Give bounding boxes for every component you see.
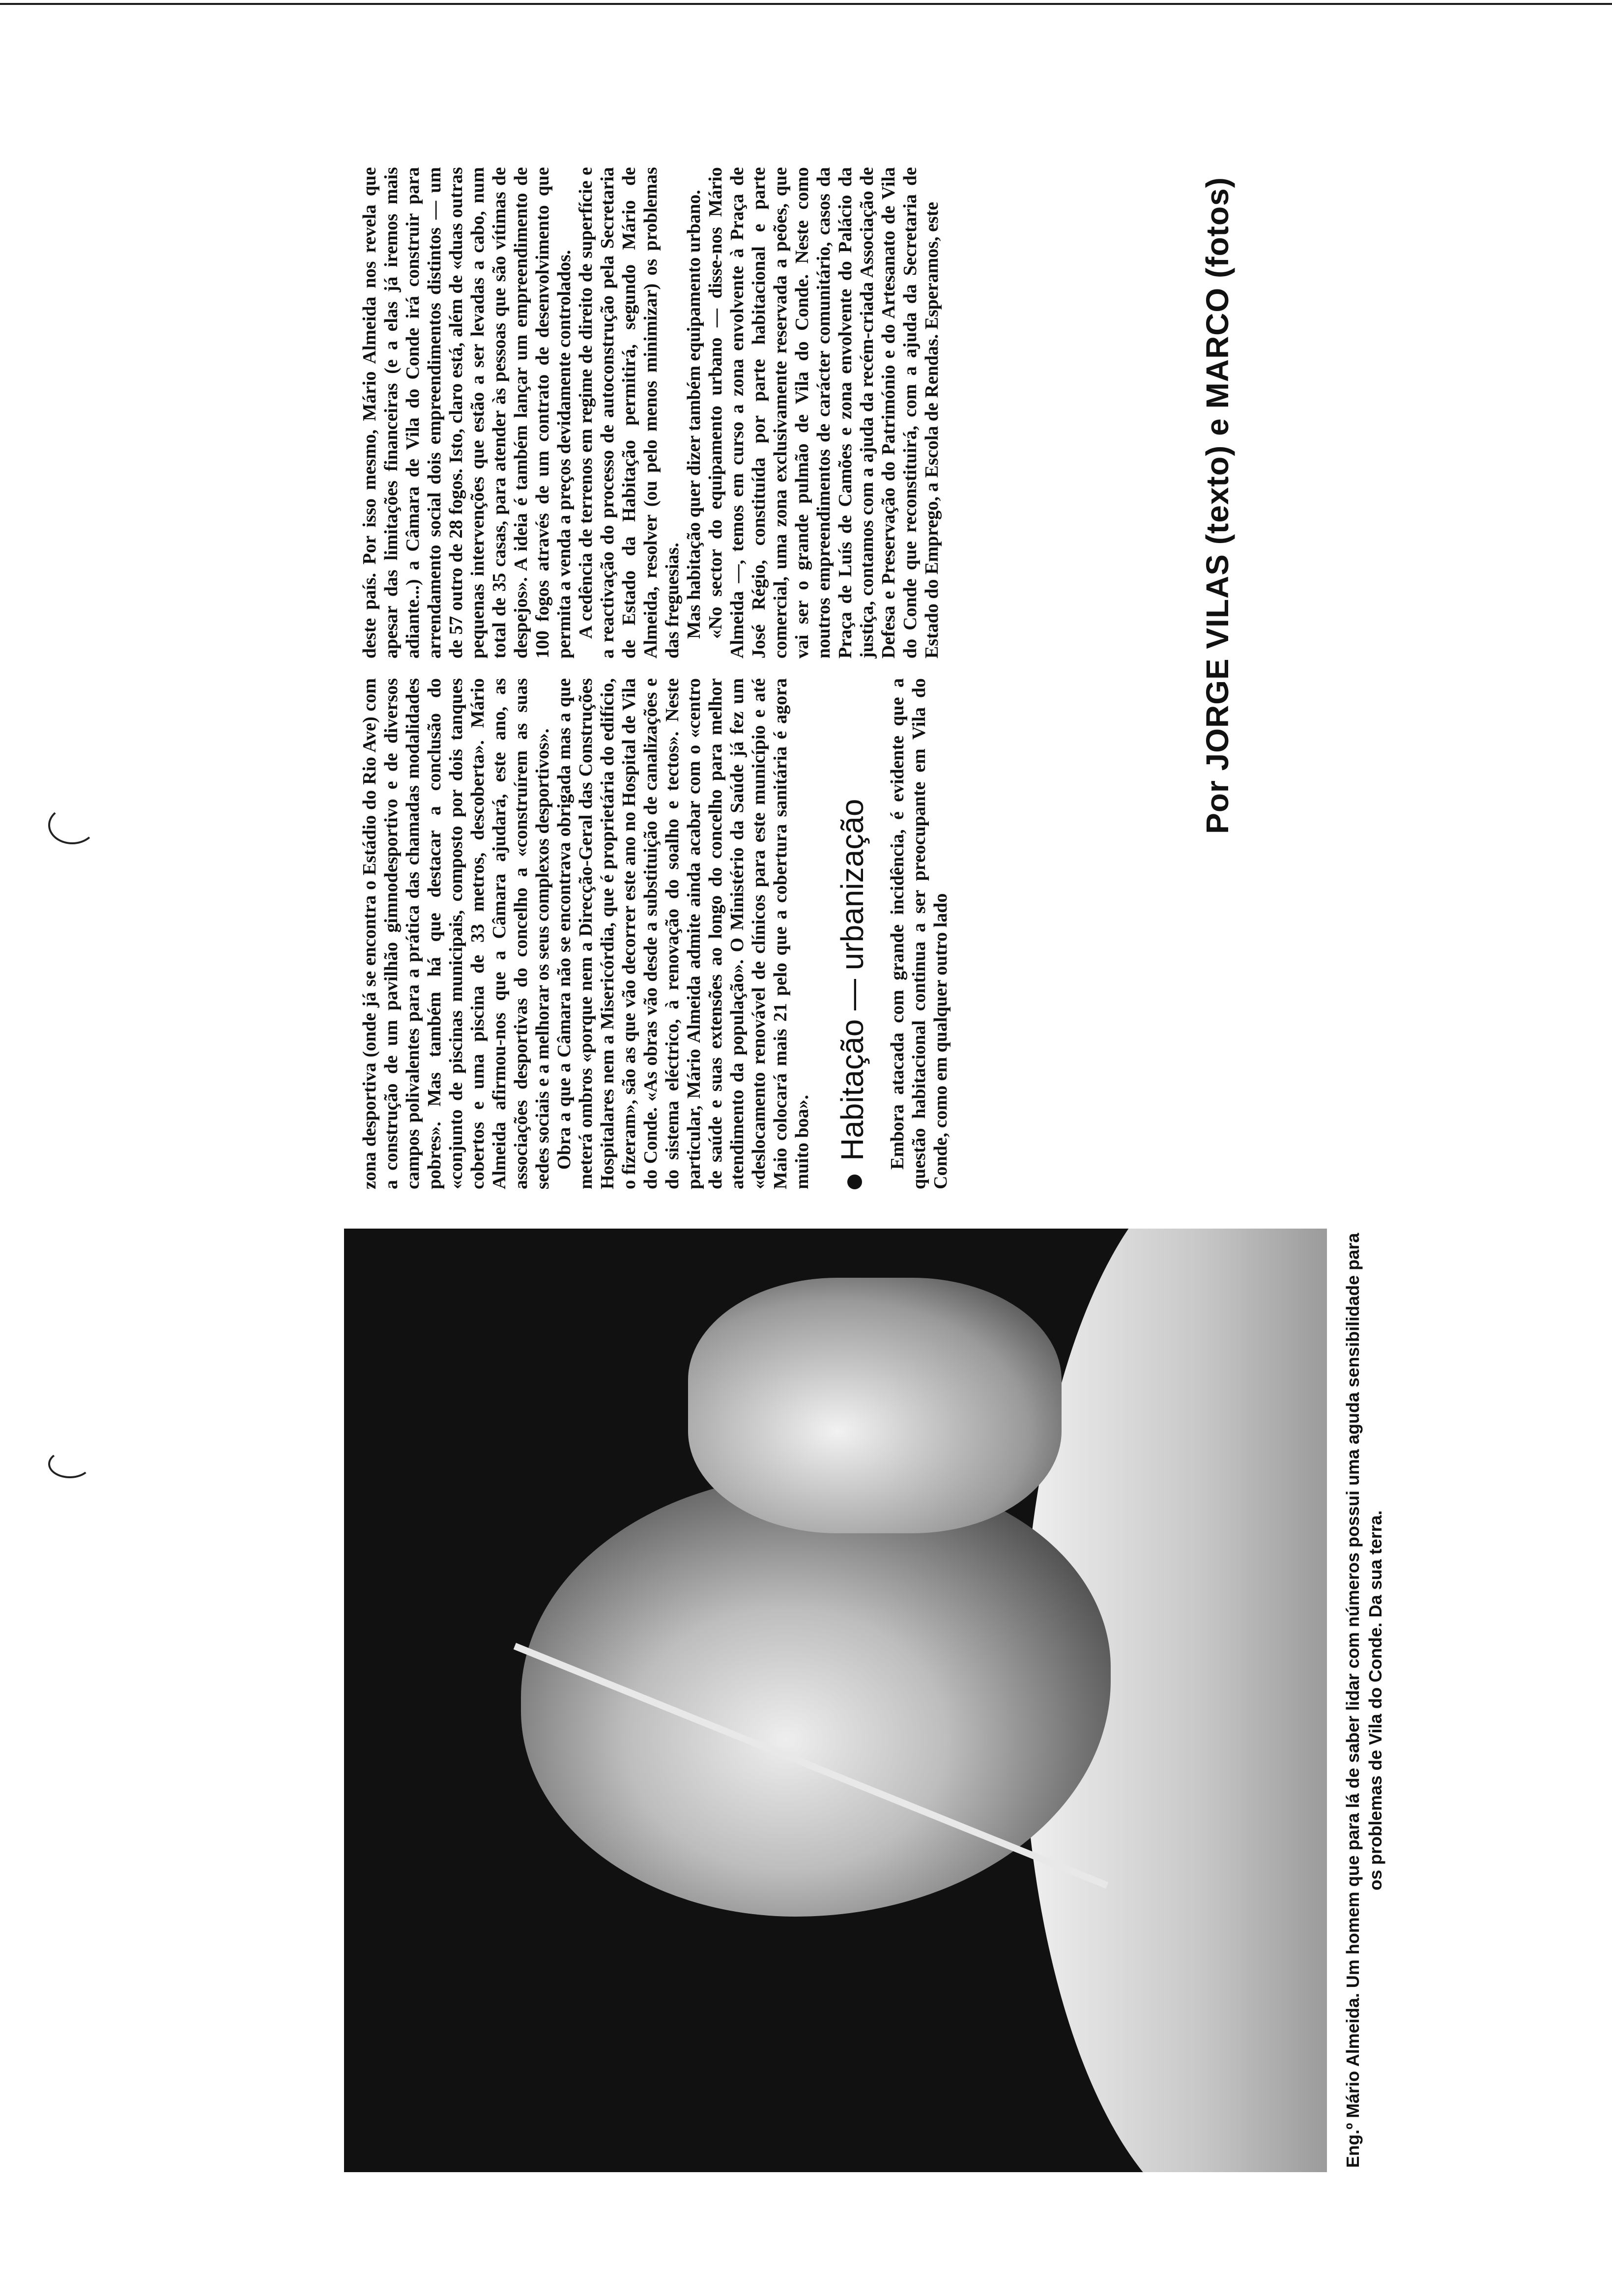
photo-caption: Eng.º Mário Almeida. Um homem que para lá de saber lidar com números possui uma aguda sensibilidade para os problemas de Vila do Conde. Da sua terra. <box>1343 1233 1385 2168</box>
scan-smudge <box>48 1450 91 1478</box>
byline: Por JORGE VILAS (texto) e MARCO (fotos) <box>1200 177 1235 834</box>
col2-paragraph-4: «No sector do equipamento urbano — disse-nos Mário Almeida —, temos em curso a zona envolvente à Praça de José Régio, constituída por parte habitacional e parte comercial, uma zona exclusivamente reservada a peões, que vai ser o grande pulmão de Vila do Conde. Neste como noutros empreendimentos de carácter comunitário, casos da Praça de Luís de Camões e zona envolvente do Palácio da justiça, contamos com a ajuda da recém-criada Associação de Defesa e Preservação do Património e do Artesanato de Vila do Conde que reconstituirá, com a ajuda da Secretaria de Estado do Emprego, a Escola de Rendas. Esperamos, este <box>705 167 942 659</box>
col1-paragraph-1: zona desportiva (onde já se encontra o Estádio do Rio Ave) com a construção de um pavilhão gimnodesportivo e de diversos campos polivalentes para a prática das chamadas modalidades pobres». Mas também há que destacar a conclusão do «conjunto de piscinas municipais, composto por dois tanques cobertos e uma piscina de 33 metros, descoberta». Mário Almeida afirmou-nos que a Câmara ajudará, este ano, as associações desportivas do concelho a «construírem as suas sedes sociais e a melhorar os seus complexos desportivos». <box>359 678 553 1189</box>
col2-paragraph-2: A cedência de terrenos em regime de direito de superfície e a reactivação do processo de autoconstrução pela Secretaria de Estado da Habitação permitirá, segundo Mário de Almeida, resolver (ou pelo menos minimizar) os problemas das freguesias. <box>576 167 683 659</box>
top-rule <box>0 3 1612 5</box>
col1-paragraph-2: Obra a que a Câmara não se encontrava obrigada mas a que meterá ombros «porque nem a Direcção-Geral das Construções Hospitalares nem a Misericórdia, que é proprietária do edifício, o fizeram», são as que vão decorrer este ano no Hospital de Vila do Conde. «As obras vão desde a substituição de canalizações e do sistema eléctrico, à renovação do soalho e tectos». Neste particular, Mário Almeida admite ainda acabar com o «centro de saúde e suas extensões ao longo do concelho para melhor atendimento da população». O Ministério da Saúde já fez um «deslocamento renovável de clínicos para este município e até Maio colocará mais 21 pelo que a cobertura sanitária é agora muito boa». <box>554 678 812 1189</box>
portrait-photo <box>344 1229 1327 2172</box>
col2-paragraph-3: Mas habitação quer dizer também equipamento urbano. <box>684 190 704 639</box>
col2-paragraph-1: deste país. Por isso mesmo, Mário Almeida nos revela que apesar das limitações financeiras (e a elas já iremos mais adiante...) a Câmara de Vila do Conde irá construir para arrendamento social dois empreendimentos distintos — um de 57 outro de 28 fogos. Isto, claro está, além de «duas outras pequenas intervenções que estão a ser levadas a cabo, num total de 35 casas, para atender às pessoas que são vítimas de despejos». A ideia é também lançar um empreendimento de 100 fogos através de um contrato de desenvolvimento que permita a venda a preços devidamente controlados. <box>359 167 575 659</box>
col1-paragraph-3: Embora atacada com grande incidência, é evidente que a questão habitacional continua a ser preocupante em Vila do Conde, como em qualquer outro lado <box>887 678 951 1189</box>
scan-smudge <box>48 806 96 844</box>
rotated-article <box>344 157 1524 2172</box>
photo-hand <box>688 1278 1062 1533</box>
subhead-text: Habitação — urbanização <box>835 799 870 1161</box>
